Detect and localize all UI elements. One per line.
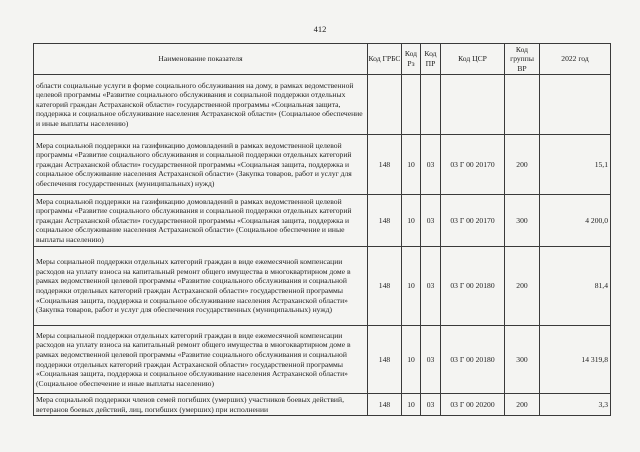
- row-pr: 03: [421, 135, 441, 195]
- row-value: [540, 75, 611, 135]
- header-vr: Код группы ВР: [505, 44, 540, 75]
- table-header: [34, 44, 611, 75]
- header-csr: Код ЦСР: [441, 44, 505, 75]
- row-pr: 03: [421, 195, 441, 247]
- row-vr: 200: [505, 135, 540, 195]
- row-rz: 10: [402, 135, 421, 195]
- budget-table: [33, 43, 611, 416]
- row-grbs: 148: [368, 195, 402, 247]
- table-row: [34, 247, 611, 326]
- row-name: Мера социальной поддержки на газификацию домовладений в рамках ведомственной целевой программы «Развитие социального обслуживания и социальной поддержки отдельных категорий граждан Астраханской области» государственной программы «Социальная защита, поддержка и социальное обслуживание населения Астраханской области» (Социальное обеспечение и иные выплаты населению): [34, 195, 368, 247]
- row-grbs: 148: [368, 394, 402, 416]
- row-csr: 03 Г 00 20180: [441, 326, 505, 394]
- header-name: Наименование показателя: [34, 44, 368, 75]
- row-csr: 03 Г 00 20170: [441, 135, 505, 195]
- row-vr: 200: [505, 394, 540, 416]
- row-value: 3,3: [540, 394, 611, 416]
- row-pr: 03: [421, 326, 441, 394]
- row-grbs: 148: [368, 326, 402, 394]
- header-grbs: Код ГРБС: [368, 44, 402, 75]
- row-pr: 03: [421, 247, 441, 326]
- row-vr: [505, 75, 540, 135]
- row-rz: 10: [402, 326, 421, 394]
- row-value: 15,1: [540, 135, 611, 195]
- row-pr: 03: [421, 394, 441, 416]
- row-csr: [441, 75, 505, 135]
- header-year: 2022 год: [540, 44, 611, 75]
- page-number: 412: [313, 24, 327, 34]
- row-grbs: 148: [368, 247, 402, 326]
- row-vr: 200: [505, 247, 540, 326]
- table-row: [34, 75, 611, 135]
- table-row: [34, 394, 611, 416]
- row-csr: 03 Г 00 20200: [441, 394, 505, 416]
- table-row: [34, 135, 611, 195]
- row-name: Меры социальной поддержки отдельных категорий граждан в виде ежемесячной компенсации расходов на уплату взноса на капитальный ремонт общего имущества в многоквартирном доме в рамках ведомственной целевой программы «Развитие социального обслуживания и социальной поддержки отдельных категорий граждан Астраханской области» государственной программы «Социальная защита, поддержка и социальное обслуживание населения Астраханской области» (Закупка товаров, работ и услуг для обеспечения государственных (муниципальных) нужд): [34, 247, 368, 326]
- row-rz: [402, 75, 421, 135]
- row-rz: 10: [402, 195, 421, 247]
- row-rz: 10: [402, 394, 421, 416]
- row-vr: 300: [505, 326, 540, 394]
- row-rz: 10: [402, 247, 421, 326]
- row-csr: 03 Г 00 20170: [441, 195, 505, 247]
- row-value: 14 319,8: [540, 326, 611, 394]
- row-grbs: [368, 75, 402, 135]
- row-value: 81,4: [540, 247, 611, 326]
- table-row: [34, 326, 611, 394]
- row-name: Мера социальной поддержки на газификацию домовладений в рамках ведомственной целевой программы «Развитие социального обслуживания и социальной поддержки отдельных категорий граждан Астраханской области» государственной программы «Социальная защита, поддержка и социальное обслуживание населения Астраханской области» (Закупка товаров, работ и услуг для обеспечения государственных (муниципальных) нужд): [34, 135, 368, 195]
- header-rz: Код Рз: [402, 44, 421, 75]
- row-pr: [421, 75, 441, 135]
- row-vr: 300: [505, 195, 540, 247]
- row-value: 4 200,0: [540, 195, 611, 247]
- row-name: Мера социальной поддержки членов семей погибших (умерших) участников боевых действий, ветеранов боевых действий, лиц, погибших (умерших) при исполнении: [34, 394, 368, 416]
- row-csr: 03 Г 00 20180: [441, 247, 505, 326]
- row-grbs: 148: [368, 135, 402, 195]
- table-row: [34, 195, 611, 247]
- header-pr: Код ПР: [421, 44, 441, 75]
- row-name: Меры социальной поддержки отдельных категорий граждан в виде ежемесячной компенсации расходов на уплату взноса на капитальный ремонт общего имущества в многоквартирном доме в рамках ведомственной целевой программы «Развитие социального обслуживания и социальной поддержки отдельных категорий граждан Астраханской области» государственной программы «Социальная защита, поддержка и социальное обслуживание населения Астраханской области» (Социальное обеспечение и иные выплаты населению): [34, 326, 368, 394]
- row-name: области социальные услуги в форме социального обслуживания на дому, в рамках ведомственной целевой программы «Развитие социального обслуживания и социальной поддержки отдельных категорий граждан Астраханской области» государственной программы «Социальная защита, поддержка и социальное обслуживание населения Астраханской области» (Социальное обеспечение и иные выплаты населению): [34, 75, 368, 135]
